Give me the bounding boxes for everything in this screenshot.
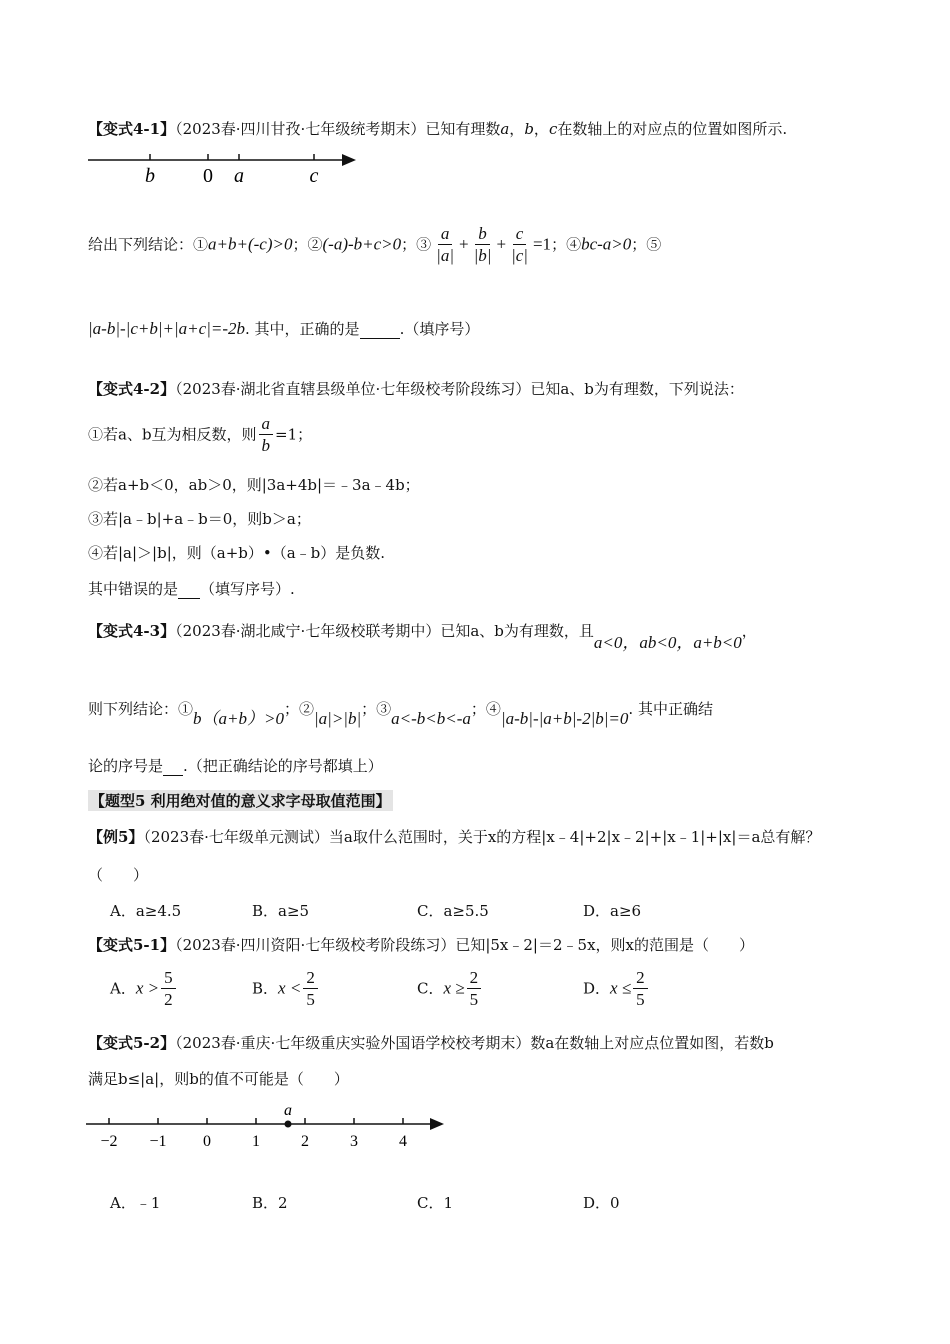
v43-answer-blank[interactable]: [163, 757, 183, 776]
v41-m3: ；③: [401, 235, 432, 254]
ex5-source: （2023春·七年级单元测试）: [143, 828, 329, 846]
axis-arrow: [430, 1118, 444, 1130]
v43-condition: a<0，ab<0，a+b<0: [593, 633, 742, 652]
tick-label: 3: [350, 1133, 358, 1150]
v52-option-d[interactable]: D．0: [583, 1194, 620, 1212]
v51-source: （2023春·四川资阳·七年级校考阶段练习）: [175, 936, 456, 954]
v43-question: [88, 755, 383, 776]
v41-frac3: [508, 224, 531, 267]
v41-expr3-end: =1: [532, 234, 552, 254]
v43-m2: ；②: [283, 700, 314, 718]
v42-s3: ③若|a﹣b|+a﹣b＝0，则b＞a；: [88, 510, 311, 528]
v43-m4: ；④: [470, 700, 501, 718]
v41-m2: ；②: [292, 235, 323, 254]
option-letter: D．: [583, 979, 611, 998]
v41-answer-blank[interactable]: [360, 320, 400, 339]
v43-q-post: .（把正确结论的序号都填上）: [183, 757, 383, 775]
ex5-option-b[interactable]: B．a≥5: [252, 902, 310, 920]
v41-var-c: c: [548, 120, 558, 138]
tick-label: 2: [301, 1133, 309, 1150]
v42-s1-pre: ①若a、b互为相反数，则: [88, 425, 257, 444]
v43-source: （2023春·湖北咸宁·七年级校联考期中）: [175, 622, 441, 640]
v51-stem-text: 已知|5x﹣2|＝2﹣5x，则x的范围是（ ）: [455, 936, 754, 954]
frac-num: 5: [161, 968, 176, 989]
frac-den: |a|: [436, 246, 455, 265]
v41-expr1: a+b+(-c)>0: [208, 234, 293, 254]
v41-var-a: a: [500, 120, 510, 138]
v41-stem: [88, 118, 787, 139]
tick-label: 0: [203, 1133, 211, 1150]
v41-m4: ；④: [551, 235, 582, 254]
v41-question-text: . 其中，正确的是: [245, 320, 360, 338]
v42-answer-blank[interactable]: [178, 580, 200, 599]
section-title: 【题型5 利用绝对值的意义求字母取值范围】: [90, 792, 391, 810]
v41-stem-before: 已知有理数: [425, 120, 501, 138]
v42-stem-text: 已知a、b为有理数，下列说法：: [530, 380, 744, 398]
v52-stem: [88, 1032, 774, 1053]
v41-frac2: [471, 224, 495, 267]
v51-stem: [88, 934, 754, 955]
frac-num: b: [475, 224, 490, 245]
tick-label: 4: [399, 1133, 407, 1150]
tick-label: 1: [252, 1133, 260, 1150]
v41-question: [88, 318, 479, 339]
v43-c2: |a|>|b|: [313, 709, 362, 728]
frac-den: 5: [306, 990, 315, 1009]
option-letter: C．: [417, 979, 444, 998]
v41-number-line: [86, 148, 366, 188]
option-rel: x ≥: [443, 978, 465, 998]
v41-sep2: ，: [533, 120, 549, 138]
frac-den: |c|: [511, 246, 528, 265]
ex5-tag: 【例5】: [88, 828, 144, 846]
v41-sep1: ，: [509, 120, 525, 138]
v43-cond-end: ，: [741, 622, 757, 640]
frac-num: a: [438, 224, 453, 245]
v42-s2: ②若a+b＜0，ab＞0，则|3a+4b|＝﹣3a﹣4b；: [88, 476, 420, 494]
v41-stem-after: 在数轴上的对应点的位置如图所示.: [557, 120, 788, 138]
v43-c1: b（a+b）>0: [193, 709, 284, 728]
option-frac: [633, 968, 648, 1011]
axis-arrow: [342, 154, 356, 166]
v52-source: （2023春·重庆·七年级重庆实验外国语学校校考期末）: [175, 1034, 531, 1052]
v42-question: [88, 578, 295, 599]
v41-m5: ；⑤: [631, 235, 662, 254]
ex5-option-a[interactable]: A．a≥4.5: [110, 902, 182, 920]
option-frac: [161, 968, 176, 1011]
v52-option-a[interactable]: A．﹣1: [110, 1194, 161, 1212]
v42-question-text: 其中错误的是: [88, 580, 179, 598]
v52-stem-text: 数a在数轴上对应点位置如图，若数b: [530, 1034, 774, 1052]
v42-question-end: （填写序号）.: [200, 580, 295, 598]
tick-label: −2: [100, 1133, 118, 1150]
v41-expr2: (-a)-b+c>0: [322, 234, 402, 254]
option-rel: x <: [278, 978, 302, 998]
v41-conc-intro: 给出下列结论：: [88, 235, 194, 254]
option-letter: A．: [110, 979, 136, 998]
v52-stem2: 满足b≤|a|，则b的值不可能是（ ）: [88, 1070, 349, 1088]
v51-tag: 【变式5-1】: [88, 936, 176, 954]
v52-option-c[interactable]: C．1: [417, 1194, 454, 1212]
v51-option-b[interactable]: [252, 968, 320, 1011]
v42-tag: 【变式4-2】: [88, 380, 176, 398]
v51-option-d[interactable]: [583, 968, 650, 1011]
point-a: [285, 1121, 292, 1128]
v52-tag: 【变式5-2】: [88, 1034, 176, 1052]
ex5-stem: [88, 826, 820, 847]
v42-frac: [259, 414, 274, 457]
v42-s1: [88, 414, 312, 457]
option-letter: B．: [252, 979, 279, 998]
frac-num: c: [513, 224, 527, 245]
frac-num: 2: [467, 968, 482, 989]
v43-tag: 【变式4-3】: [88, 622, 176, 640]
frac-den: b: [261, 436, 271, 455]
v52-number-line: [84, 1100, 454, 1156]
v41-expr4: bc-a>0: [581, 234, 632, 254]
frac-den: 5: [636, 990, 645, 1009]
frac-den: 2: [164, 990, 173, 1009]
v43-stem-text: 已知a、b为有理数，且: [440, 622, 594, 640]
v43-c3: a<-b<b<-a: [391, 709, 471, 728]
label-b: b: [145, 165, 155, 187]
v41-var-b: b: [524, 120, 534, 138]
v43-tail: . 其中正确结: [628, 700, 713, 718]
v42-s4: ④若|a|＞|b|，则（a+b）•（a﹣b）是负数.: [88, 544, 386, 562]
v42-source: （2023春·湖北省直辖县级单位·七年级校考阶段练习）: [175, 380, 531, 398]
frac-num: a: [259, 414, 274, 435]
v42-stem: [88, 378, 744, 399]
frac-den: 5: [469, 990, 479, 1009]
ex5-stem-text: 当a取什么范围时，关于x的方程|x﹣4|+2|x﹣2|+|x﹣1|+|x|＝a总有解？: [328, 828, 821, 846]
v43-m3: ；③: [361, 700, 392, 718]
point-a-label: a: [284, 1102, 292, 1119]
v43-conclusions: [88, 694, 713, 728]
tick-label: −1: [149, 1133, 167, 1150]
option-frac: [467, 968, 482, 1011]
v41-expr5: |a-b|-|c+b|+|a+c|=-2b: [88, 319, 246, 338]
v41-tag: 【变式4-1】: [88, 120, 176, 138]
v41-source: （2023春·四川甘孜·七年级统考期末）: [175, 120, 426, 138]
frac-num: 2: [303, 968, 318, 989]
option-rel: x ≤: [610, 978, 632, 998]
option-frac: [303, 968, 318, 1011]
v41-conclusions: 给出下列结论：①a+b+(-c)>0；②(-a)-b+c>0；③ $\frac{a}{|a|}$ + $\frac{b}{|b|}$ + $\frac{c}{|c|}$ =1；④bc-a>0；⑤: [88, 224, 662, 265]
ex5-option-d[interactable]: D．a≥6: [583, 902, 642, 920]
label-c: c: [309, 165, 319, 187]
ex5-paren: （ ）: [88, 866, 149, 884]
v51-option-c[interactable]: [417, 968, 483, 1011]
v43-q-pre: 论的序号是: [88, 757, 164, 775]
option-rel: x >: [135, 978, 160, 998]
v51-option-a[interactable]: [110, 968, 178, 1011]
v43-stem: [88, 616, 757, 652]
label-a: a: [234, 165, 244, 187]
v41-question-end: .（填序号）: [399, 320, 480, 338]
ex5-option-c[interactable]: C．a≥5.5: [417, 902, 489, 920]
v52-option-b[interactable]: B．2: [252, 1194, 288, 1212]
v42-s1-post: =1；: [275, 425, 313, 444]
v41-m1: ①: [193, 235, 209, 254]
v41-frac1: [433, 224, 457, 267]
frac-num: 2: [633, 968, 648, 989]
frac-den: |b|: [473, 246, 492, 265]
v43-conc-intro: 则下列结论：①: [88, 700, 194, 718]
label-0: 0: [203, 165, 213, 187]
v43-c4: |a-b|-|a+b|-2|b|=0: [500, 709, 629, 728]
